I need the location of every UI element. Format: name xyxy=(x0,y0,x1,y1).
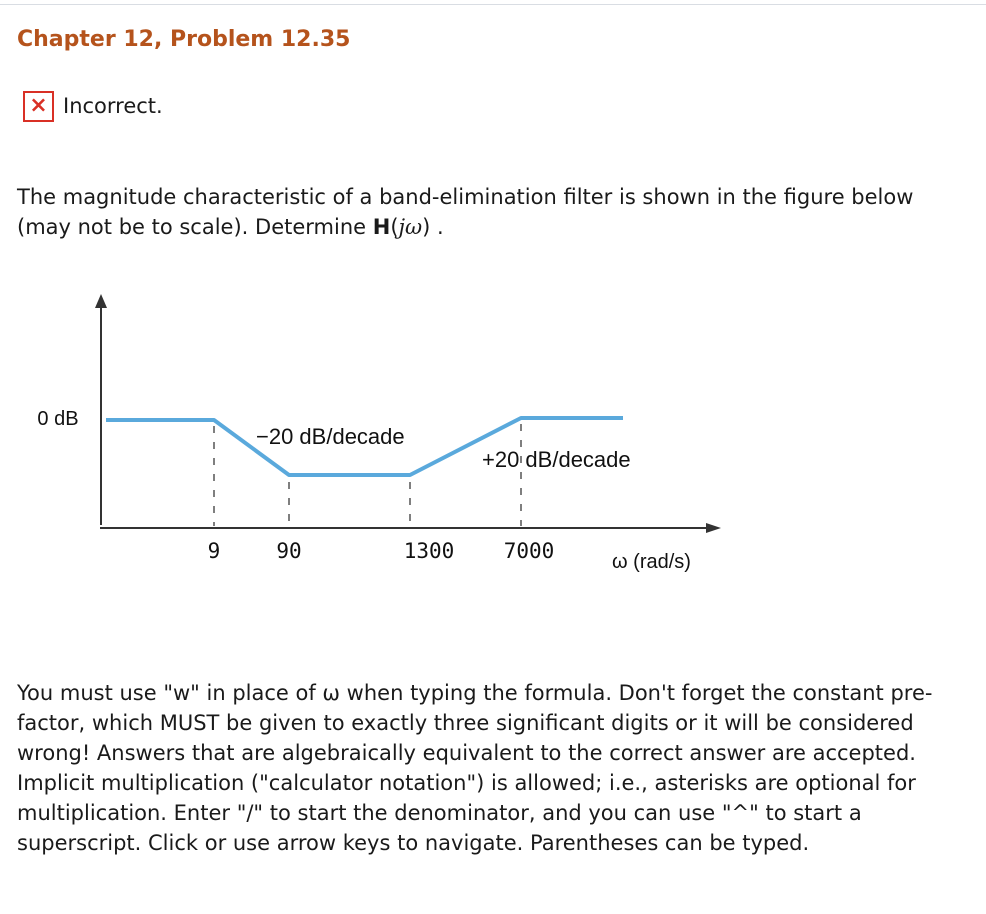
x-axis-label: ω (rad/s) xyxy=(612,551,691,573)
question-text-after: . xyxy=(430,215,444,239)
status-text: Incorrect. xyxy=(63,94,163,118)
x-axis-arrow-icon xyxy=(706,523,721,533)
y-axis-label: 0 dB xyxy=(37,408,79,430)
instructions-text: You must use "w" in place of ω when typing the formula. Don't forget the constant pre-factor, which MUST be given to exactly three significant digits or it will be considered wrong! Answers that are algebraically equivalent to the correct answer are accepted. Implicit multiplication ("calculator notation") is allowed; i.e., asterisks are optional for multiplication. Enter "/" to start the denominator, and you can use "^" to start a superscript. Click or use arrow keys to navigate. Parentheses can be typed. xyxy=(17,681,933,855)
paren-close: ) xyxy=(422,215,431,239)
x-tick-1300: 1300 xyxy=(403,539,455,563)
slope-up-label: +20 dB/decade xyxy=(482,447,631,472)
top-divider xyxy=(0,4,986,5)
j-omega-symbol: jω xyxy=(398,215,423,239)
question-text-before: The magnitude characteristic of a band-elimination filter is shown in the figure below (may not be to scale). Determine xyxy=(17,185,914,239)
x-tick-90: 90 xyxy=(276,539,302,563)
paren-open: ( xyxy=(390,215,399,239)
answer-status xyxy=(23,89,163,123)
y-axis-arrow-icon xyxy=(95,294,107,308)
h-symbol: H xyxy=(372,215,391,239)
problem-title: Chapter 12, Problem 12.35 xyxy=(17,27,351,52)
magnitude-plot-figure xyxy=(16,290,761,595)
bode-magnitude-plot xyxy=(16,290,761,595)
question-text xyxy=(17,182,972,242)
x-mark-icon: × xyxy=(23,91,54,122)
x-tick-9: 9 xyxy=(207,539,221,563)
slope-down-label: −20 dB/decade xyxy=(256,424,405,449)
x-tick-7000: 7000 xyxy=(503,539,555,563)
